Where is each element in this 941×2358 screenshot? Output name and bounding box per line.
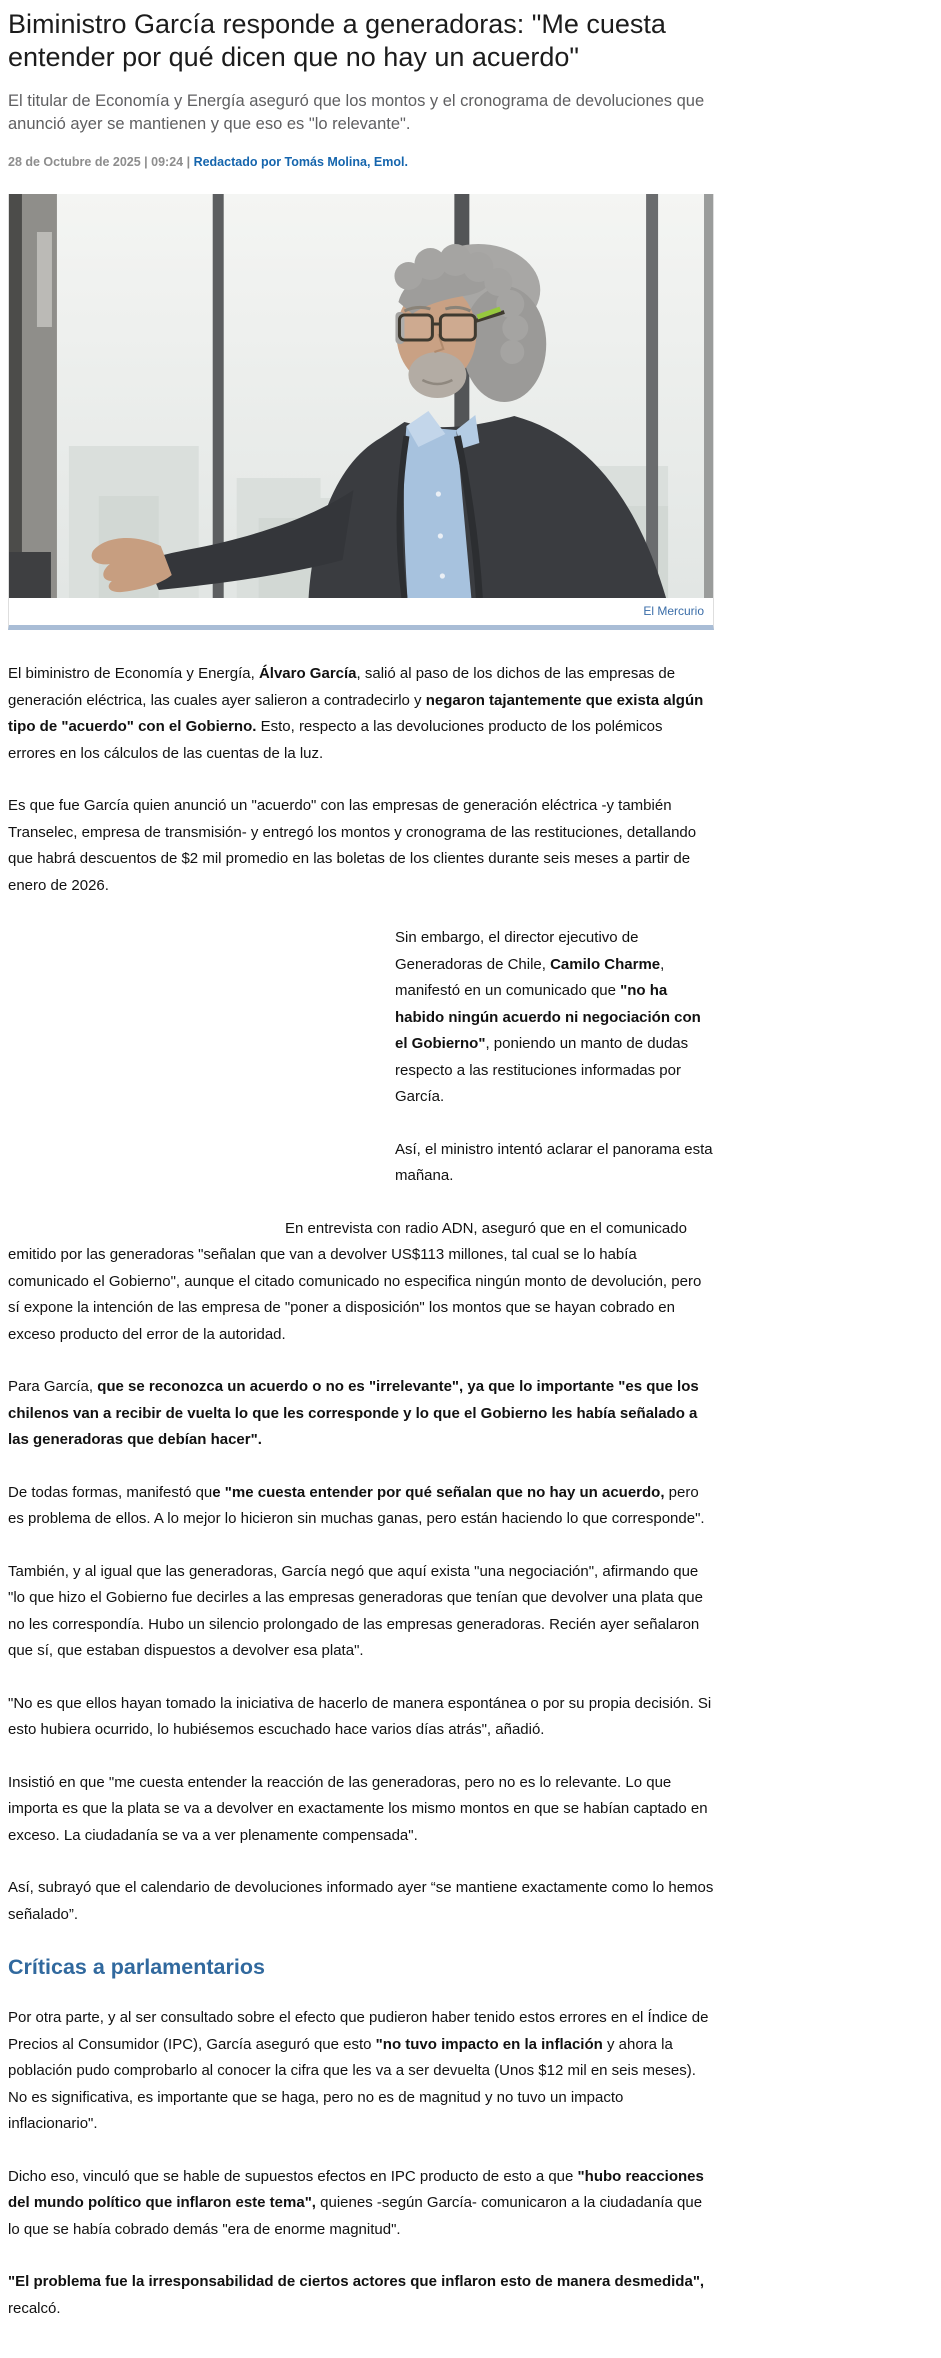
article-date: 28 de Octubre de 2025 | 09:24 |	[8, 155, 194, 169]
article-paragraph: Así, subrayó que el calendario de devoluciones informado ayer “se mantiene exactamente como lo hemos señalado”.	[8, 1879, 714, 1923]
article-paragraph: El biministro de Economía y Energía, Álvaro García, salió al paso de los dichos de las empresas de generación eléctrica, las cuales ayer salieron a contradecirlo y negaron tajantemente que exista algún tipo de "acuerdo" con el Gobierno. Esto, respecto a las devoluciones producto de los polémicos errores en los cálculos de las cuentas de la luz.	[8, 665, 704, 762]
paragraph-group-indent	[8, 1216, 714, 1349]
article-paragraph: Sin embargo, el director ejecutivo de Generadoras de Chile, Camilo Charme, manifestó en un comunicado que "no ha habido ningún acuerdo ni negociación con el Gobierno", poniendo un manto de dudas respecto a las restituciones informadas por García.	[395, 929, 701, 1105]
wrapped-text-zone	[8, 925, 714, 1374]
article-title: Biministro García responde a generadoras: "Me cuesta entender por qué dicen que no hay un acuerdo"	[8, 9, 666, 72]
article-paragraph: Insistió en que "me cuesta entender la reacción de las generadoras, pero no es lo relevante. Lo que importa es que la plata se va a devolver en exactamente los mismo montos en que se habían captado en exceso. La ciudadanía se va a ver plenamente compensada".	[8, 1773, 708, 1844]
article-photo	[8, 194, 714, 630]
paragraph-group-tail	[8, 2005, 714, 2322]
article-dateline	[8, 155, 714, 169]
article-paragraph: Dicho eso, vinculó que se hable de supuestos efectos en IPC producto de esto a que "hubo reacciones del mundo político que inflaron este tema", quienes -según García- comunicaron a la ciudadanía que lo que se había cobrado demás "era de enorme magnitud".	[8, 2167, 704, 2238]
article-paragraph: "El problema fue la irresponsabilidad de ciertos actores que inflaron esto de manera desmedida", recalcó.	[8, 2273, 705, 2317]
article-paragraph: Para García, que se reconozca un acuerdo o no es "irrelevante", ya que lo importante "es que los chilenos van a recibir de vuelta lo que les corresponde y lo que el Gobierno les había señalado a las generadoras que debían hacer".	[8, 1378, 699, 1448]
photo-credit: El Mercurio	[9, 598, 713, 625]
byline-link[interactable]: Redactado por Tomás Molina, Emol.	[193, 155, 408, 169]
article-subtitle: El titular de Economía y Energía aseguró que los montos y el cronograma de devoluciones que anunció ayer se mantienen y que eso es "lo relevante".	[8, 92, 705, 133]
section-heading: Críticas a parlamentarios	[8, 1955, 265, 1979]
article-paragraph: De todas formas, manifestó que "me cuesta entender por qué señalan que no hay un acuerdo, pero es problema de ellos. A lo mejor lo hicieron sin muchas ganas, pero están haciendo lo que corresponde".	[8, 1483, 705, 1527]
ad-placeholder	[8, 925, 395, 1205]
article-paragraph: Por otra parte, y al ser consultado sobre el efecto que pudieron haber tenido estos errores en el Índice de Precios al Consumidor (IPC), García aseguró que esto "no tuvo impacto en la inflación y ahora la población pudo comprobarlo al conocer la cifra que les va a ser devuelta (Unos $12 mil en seis meses). No es significativa, es importante que se haga, pero no es de magnitud y no tuvo un impacto inflacionario".	[8, 2009, 709, 2132]
photo-illustration	[9, 194, 713, 598]
article-paragraph: Es que fue García quien anunció un "acuerdo" con las empresas de generación eléctrica -y también Transelec, empresa de transmisión- y entregó los montos y cronograma de las restituciones, detallando que habrá descuentos de $2 mil promedio en las boletas de los clientes durante seis meses a partir de enero de 2026.	[8, 797, 697, 894]
paragraph-group-intro	[8, 661, 714, 899]
article-paragraph: "No es que ellos hayan tomado la iniciativa de hacerlo de manera espontánea o por su propia decisión. Si esto hubiera ocurrido, lo hubiésemos escuchado hace varios días atrás", añadió.	[8, 1694, 712, 1738]
paragraph-group-mid	[8, 1374, 714, 1928]
article-paragraph: También, y al igual que las generadoras, García negó que aquí exista "una negociación", afirmando que "lo que hizo el Gobierno fue decirles a las empresas generadoras que tenían que devolver una plata que no les correspondía. Hubo un silencio prolongado de las empresas generadoras. Recién ayer señalaron que sí, que estaban dispuestos a devolver esa plata".	[8, 1562, 703, 1659]
article-paragraph: En entrevista con radio ADN, aseguró que en el comunicado emitido por las generadoras "señalan que van a devolver US$113 millones, tal cual se lo había comunicado el Gobierno", aunque el citado comunicado no especifica ningún monto de devolución, pero sí expone la intención de las empresa de "poner a disposición" los montos que se hayan cobrado en exceso producto del error de la autoridad.	[8, 1219, 702, 1343]
article-paragraph: Así, el ministro intentó aclarar el panorama esta mañana.	[395, 1140, 713, 1184]
article-body	[8, 661, 714, 2322]
